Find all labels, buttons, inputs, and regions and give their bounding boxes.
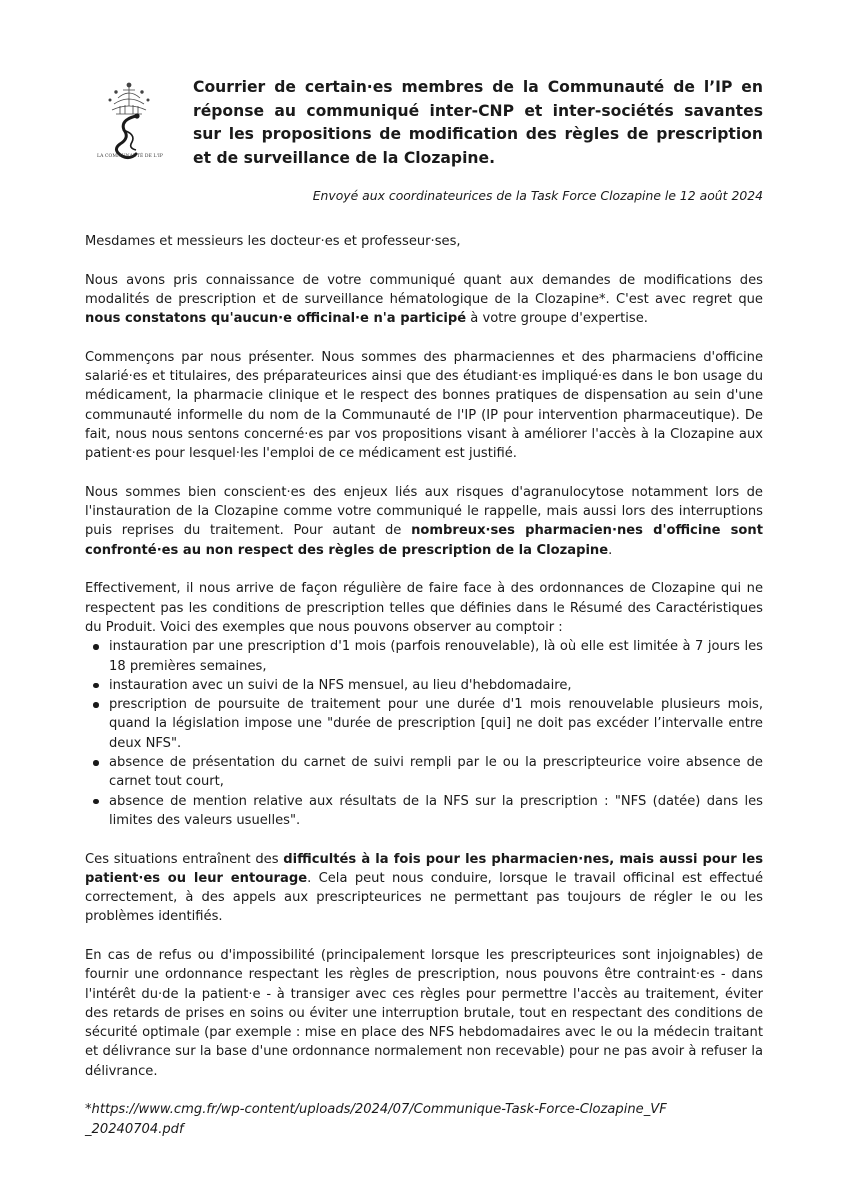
paragraph-presentation: Commençons par nous présenter. Nous sommes des pharmaciennes et des pharmaciens d'officine salarié·es et titulaires, des préparateurices ainsi que des étudiant·es impliqué·es dans le bon usage du médicament, la pharmacie clinique et le respect des bonnes pratiques de dispensation au sein d'une communauté informelle du nom de la Communauté de l'IP (IP pour intervention pharmaceutique). De fait, nous nous sentons concerné·es par vos propositions visant à améliorer l'accès à la Clozapine aux patient·es pour lesquel·les l'emploi de ce médicament est justifié. <box>85 349 763 462</box>
paragraph-refusal: En cas de refus ou d'impossibilité (principalement lorsque les prescripteurices sont injoignables) de fournir une ordonnance respectant les règles de prescription, nous pouvons être contraint·es - dans l'intérêt du·de la patient·e - à transiger avec ces règles pour permettre l'accès au traitement, éviter des retards de prises en soins ou éviter une interruption brutale, tout en respectant des conditions de sécurité optimale (par exemple : mise en place des NFS hebdomadaires avec le ou la médecin traitant et délivrance sur la base d'une ordonnance normalement non recevable) pour ne pas avoir à refuser la délivrance. <box>85 947 763 1079</box>
paragraph-text: Nous sommes bien conscient·es des enjeux liés aux risques d'agranulocytose notamment lors de l'instauration de la Clozapine comme votre communiqué le rappelle, mais aussi lors des interruptions puis reprises du traitement. Pour autant de <box>85 484 763 539</box>
paragraph-risks <box>85 483 763 560</box>
sent-date-line: Envoyé aux coordinateurices de la Task Force Clozapine le 12 août 2024 <box>312 188 763 203</box>
list-item: absence de présentation du carnet de suivi rempli par le ou la prescripteurice voire absence de carnet tout court, <box>85 753 763 792</box>
examples-list <box>85 637 763 830</box>
paragraph-text: . Cela peut nous conduire, lorsque le travail officinal est effectué correctement, à des appels aux prescripteurices ne permettant pas toujours de régler le ou les problèmes identifiés. <box>85 870 764 925</box>
paragraph-text: . <box>608 542 613 558</box>
salutation: Mesdames et messieurs les docteur·es et professeur·ses, <box>85 234 461 249</box>
paragraph-text: Nous avons pris connaissance de votre communiqué quant aux demandes de modifications des modalités de prescription et de surveillance hématologique de la Clozapine*. C'est avec regret que <box>85 272 763 307</box>
paragraph-difficulties <box>85 850 763 927</box>
paragraph-text: à votre groupe d'expertise. <box>466 311 648 327</box>
emphasis-text: nombreux·ses pharmacien·nes d'officine sont confronté·es au non respect des règles de prescription de la Clozapine <box>85 523 763 558</box>
list-item: prescription de poursuite de traitement pour une durée d'1 mois renouvelable plusieurs mois, quand la législation impose une "durée de prescription [qui] ne doit pas excéder l’intervalle entre deux NFS". <box>85 695 763 753</box>
list-item: instauration par une prescription d'1 mois (parfois renouvelable), là où elle est limitée à 7 jours les 18 premières semaines, <box>85 637 763 676</box>
emphasis-text: difficultés à la fois pour les pharmacien·nes, mais aussi pour les patient·es ou leur entourage <box>85 851 763 886</box>
paragraph-context <box>85 271 763 329</box>
letter-body <box>85 232 763 1158</box>
emphasis-text: nous constatons qu'aucun·e officinal·e n'a participé <box>85 311 467 327</box>
letter-title: Courrier de certain·es membres de la Communauté de l’IP en réponse au communiqué inter-CNP et inter-sociétés savantes sur les propositions de modification des règles de prescription et de surveillance de la Clozapine. <box>193 78 763 167</box>
paragraph-text: Ces situations entraînent des <box>85 851 284 867</box>
logo-caption: LA COMMUNAUTÉ DE L'IP <box>97 154 163 159</box>
footnote-url: *https://www.cmg.fr/wp-content/uploads/2024/07/Communique-Task-Force-Clozapine_VF _20240704.pdf <box>85 1102 667 1137</box>
list-item: instauration avec un suivi de la NFS mensuel, au lieu d'hebdomadaire, <box>85 676 763 695</box>
paragraph-examples-intro: Effectivement, il nous arrive de façon régulière de faire face à des ordonnances de Clozapine qui ne respectent pas les conditions de prescription telles que définies dans le Résumé des Caractéristiques du Produit. Voici des exemples que nous pouvons observer au comptoir : <box>85 581 763 635</box>
list-item: absence de mention relative aux résultats de la NFS sur la prescription : "NFS (datée) dans les limites des valeurs usuelles". <box>85 792 763 831</box>
